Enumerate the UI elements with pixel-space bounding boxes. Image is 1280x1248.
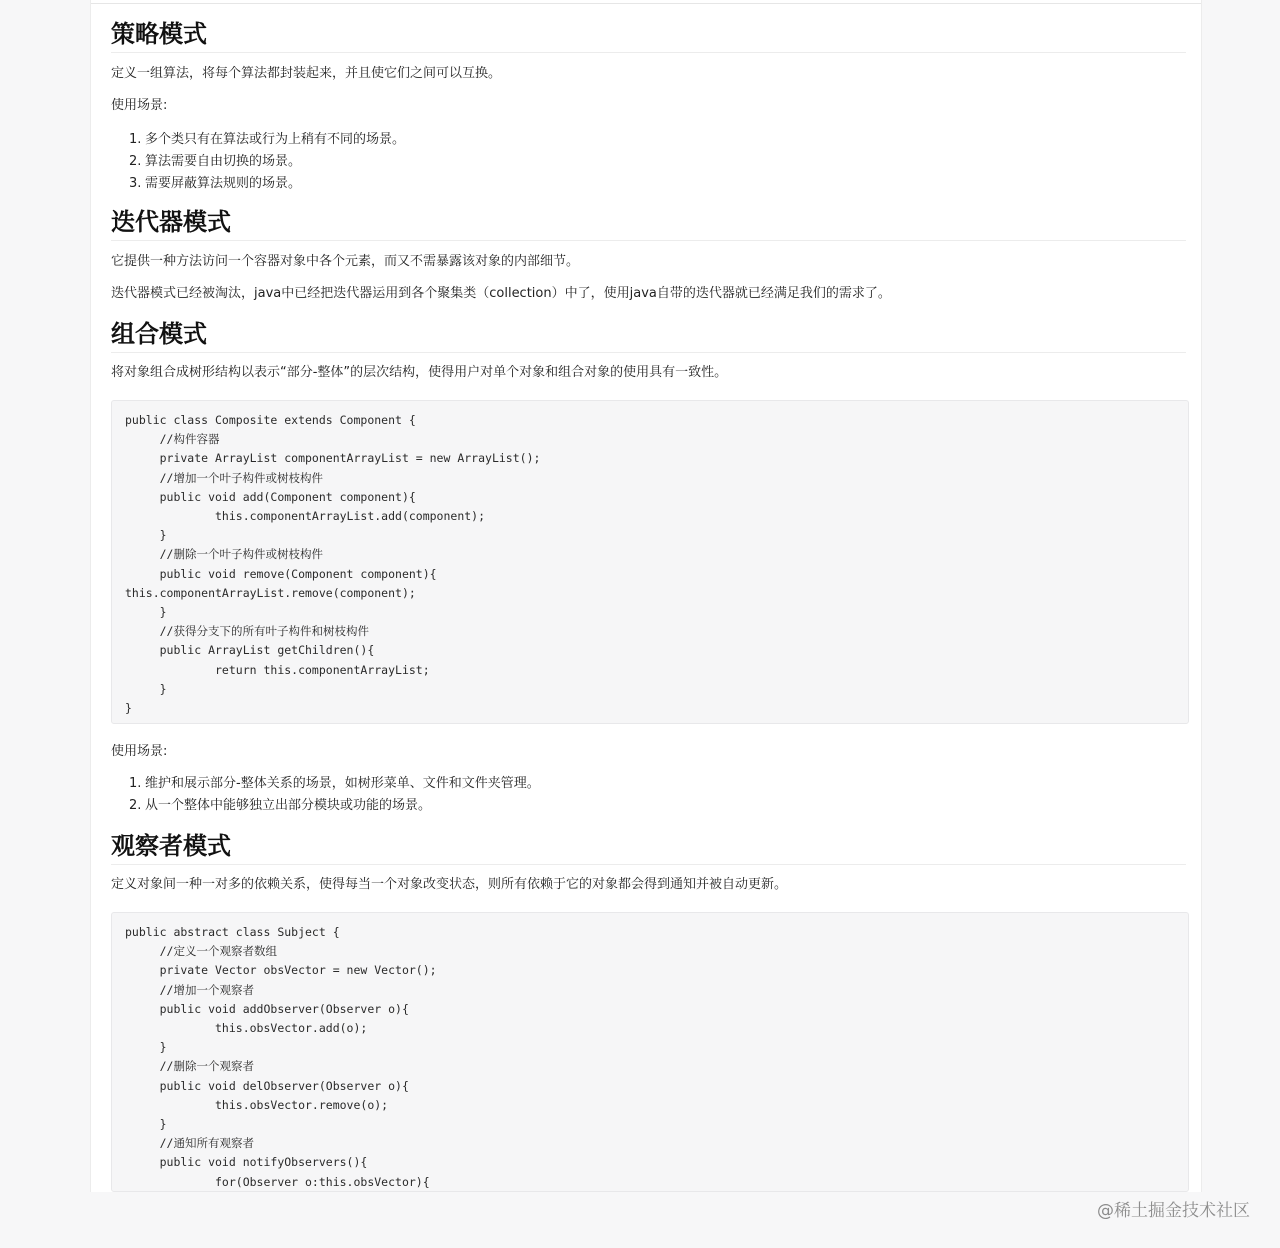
list-item: 1. 维护和展示部分-整体关系的场景，如树形菜单、文件和文件夹管理。 xyxy=(129,776,540,791)
composite-code-block xyxy=(111,400,1189,724)
heading-strategy: 策略模式 xyxy=(111,20,207,48)
article-page xyxy=(90,0,1202,1192)
strategy-scenario-label: 使用场景: xyxy=(111,98,168,113)
code-line: //构件容器 xyxy=(125,432,220,447)
code-line: } xyxy=(125,681,167,696)
code-line: public void delObserver(Observer o){ xyxy=(125,1078,409,1093)
code-line: this.componentArrayList.remove(component); xyxy=(125,585,416,600)
code-line: //通知所有观察者 xyxy=(125,1136,254,1151)
code-line: public void remove(Component component){ xyxy=(125,566,437,581)
iterator-description: 它提供一种方法访问一个容器对象中各个元素，而又不需暴露该对象的内部细节。 xyxy=(111,254,580,269)
strategy-description: 定义一组算法，将每个算法都封装起来，并且使它们之间可以互换。 xyxy=(111,66,502,81)
code-line: //定义一个观察者数组 xyxy=(125,944,277,959)
code-line: for(Observer o:this.obsVector){ xyxy=(125,1174,430,1189)
code-line: public void addObserver(Observer o){ xyxy=(125,1001,409,1016)
list-item: 1. 多个类只有在算法或行为上稍有不同的场景。 xyxy=(129,132,406,147)
code-line: public void add(Component component){ xyxy=(125,489,416,504)
composite-scenario-list xyxy=(129,773,540,817)
code-line: //删除一个观察者 xyxy=(125,1059,254,1074)
heading-observer: 观察者模式 xyxy=(111,832,231,860)
code-line: //增加一个叶子构件或树枝构件 xyxy=(125,470,323,485)
watermark: @稀土掘金技术社区 xyxy=(1097,1201,1250,1221)
observer-code-block xyxy=(111,912,1189,1192)
top-divider xyxy=(91,3,1201,4)
code-line: } xyxy=(125,701,132,716)
list-item: 2. 算法需要自由切换的场景。 xyxy=(129,154,302,169)
observer-description: 定义对象间一种一对多的依赖关系，使得每当一个对象改变状态，则所有依赖于它的对象都会得到通知并被自动更新。 xyxy=(111,877,788,892)
code-line: } xyxy=(125,1117,167,1132)
list-item: 2. 从一个整体中能够独立出部分模块或功能的场景。 xyxy=(129,798,432,813)
code-line: } xyxy=(125,605,167,620)
code-line: this.obsVector.add(o); xyxy=(125,1021,368,1036)
code-line: //删除一个叶子构件或树枝构件 xyxy=(125,547,323,562)
heading-rule xyxy=(111,864,1186,865)
code-line: //增加一个观察者 xyxy=(125,982,254,997)
code-line: private ArrayList componentArrayList = new ArrayList(); xyxy=(125,451,541,466)
code-line: public void notifyObservers(){ xyxy=(125,1155,368,1170)
code-line: } xyxy=(125,528,167,543)
code-line: private Vector obsVector = new Vector(); xyxy=(125,963,437,978)
list-item: 3. 需要屏蔽算法规则的场景。 xyxy=(129,176,302,191)
code-line: //获得分支下的所有叶子构件和树枝构件 xyxy=(125,624,369,639)
heading-composite: 组合模式 xyxy=(111,320,207,348)
code-line: } xyxy=(125,1040,167,1055)
code-line: public class Composite extends Component { xyxy=(125,413,416,427)
strategy-scenario-list xyxy=(129,129,405,195)
code-line: public abstract class Subject { xyxy=(125,925,340,939)
heading-rule xyxy=(111,240,1186,241)
heading-iterator: 迭代器模式 xyxy=(111,208,231,236)
code-line: this.componentArrayList.add(component); xyxy=(125,509,486,524)
iterator-note: 迭代器模式已经被淘汰，java中已经把迭代器运用到各个聚集类（collection）中了，使用java自带的迭代器就已经满足我们的需求了。 xyxy=(111,286,891,301)
heading-rule xyxy=(111,52,1186,53)
heading-rule xyxy=(111,352,1186,353)
code-line: return this.componentArrayList; xyxy=(125,662,430,677)
composite-description: 将对象组合成树形结构以表示“部分-整体”的层次结构，使得用户对单个对象和组合对象的使用具有一致性。 xyxy=(111,365,728,380)
composite-scenario-label: 使用场景: xyxy=(111,744,168,759)
code-line: this.obsVector.remove(o); xyxy=(125,1097,389,1112)
code-line: public ArrayList getChildren(){ xyxy=(125,643,375,658)
